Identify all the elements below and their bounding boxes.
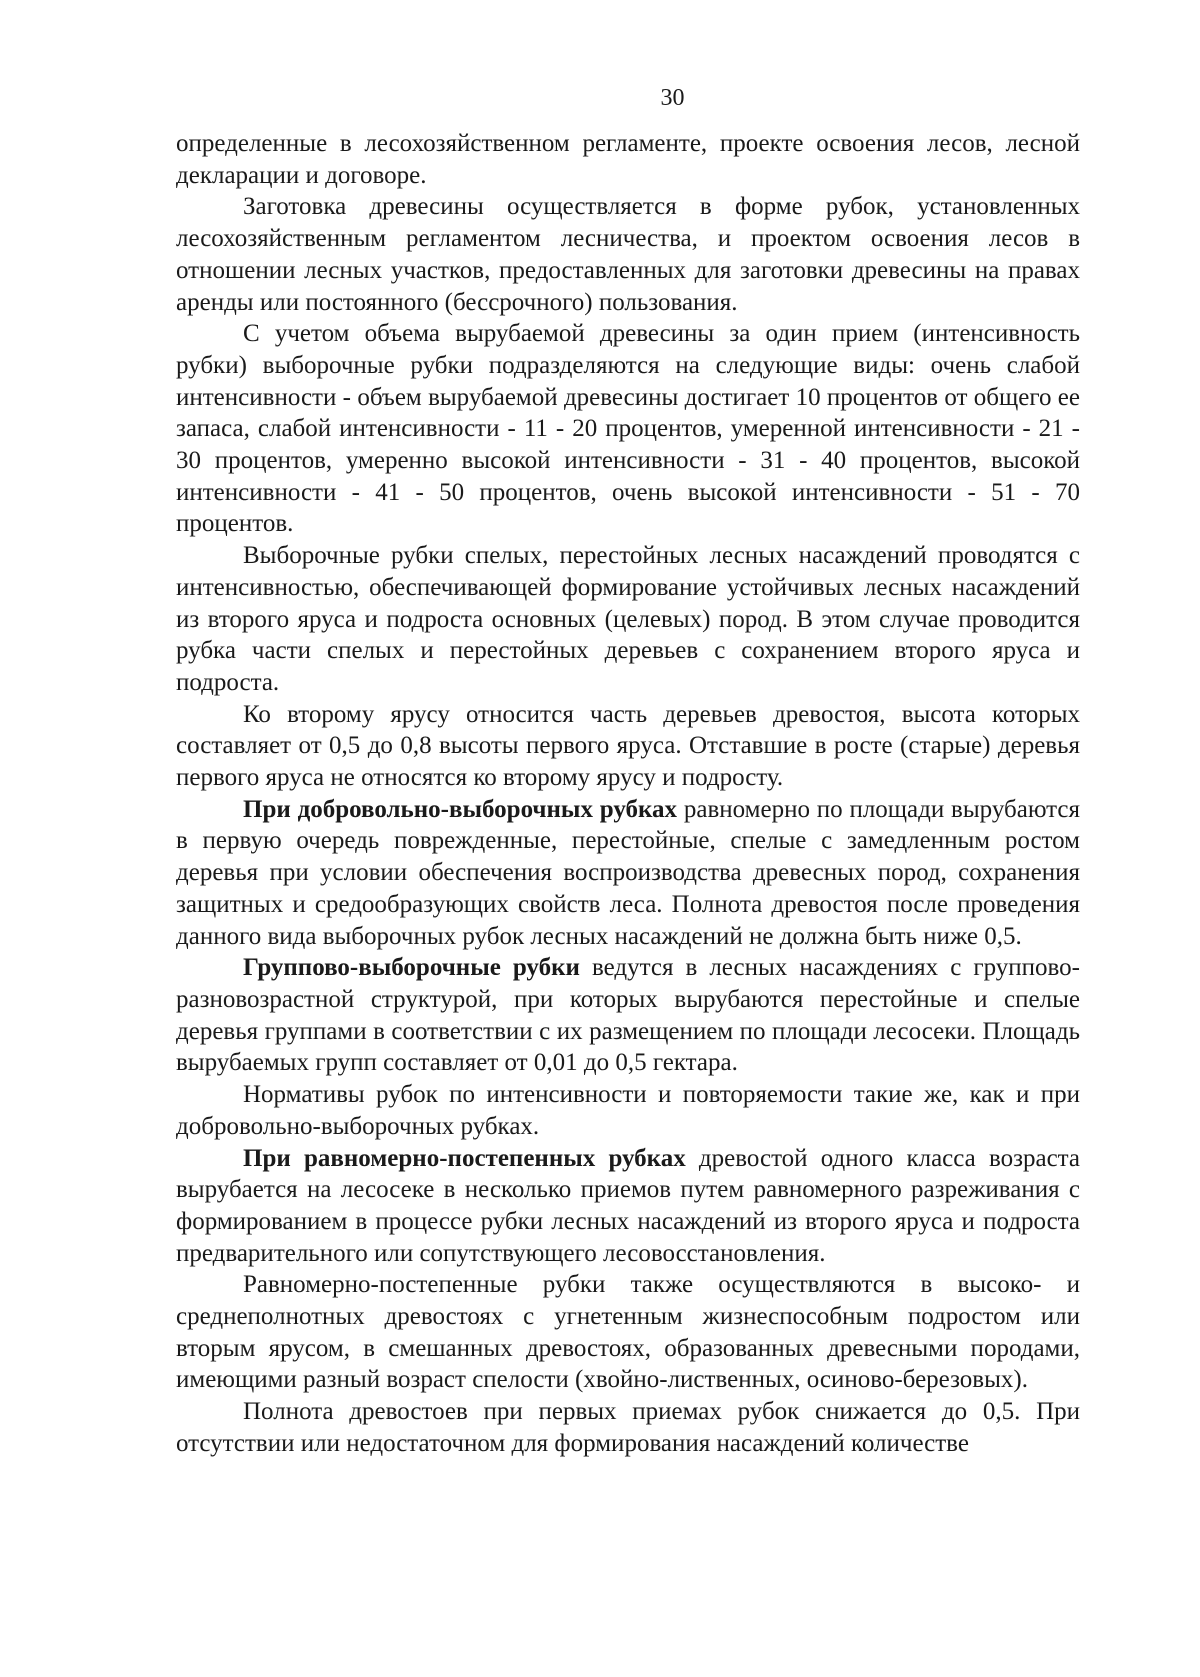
paragraph-text: ведутся в лесных насаждениях с группово-разновозрастной структурой, при которых вырубаются перестойные и спелые деревья группами в соответствии с их размещением по площади лесосеки. Площадь вырубаемых групп составляет от 0,01 до 0,5 гектара. <box>176 954 1080 1077</box>
paragraph-text: Равномерно-постепенные рубки также осуществляются в высоко- и среднеполнотных древостоях с угнетенным жизнеспособным подростом или вторым ярусом, в смешанных древостоях, образованных древесными породами, имеющими разный возраст спелости (хвойно-лиственных, осиново-березовых). <box>176 1271 1080 1394</box>
paragraph-bold-lead: Группово-выборочные рубки <box>243 954 580 982</box>
paragraph-bold-lead: При равномерно-постепенных рубках <box>243 1144 686 1172</box>
paragraph <box>176 699 1080 794</box>
paragraph-text: С учетом объема вырубаемой древесины за один прием (интенсивность рубки) выборочные рубки подразделяются на следующие виды: очень слабой интенсивности - объем вырубаемой древесины достигает 10 процентов от общего ее запаса, слабой интенсивности - 11 - 20 процентов, умеренной интенсивности - 21 - 30 процентов, умеренно высокой интенсивности - 31 - 40 процентов, высокой интенсивности - 41 - 50 процентов, очень высокой интенсивности - 51 - 70 процентов. <box>176 320 1080 538</box>
paragraph <box>176 1269 1080 1396</box>
paragraph-text: Выборочные рубки спелых, перестойных лесных насаждений проводятся с интенсивностью, обеспечивающей формирование устойчивых лесных насаждений из второго яруса и подроста основных (целевых) пород. В этом случае проводится рубка части спелых и перестойных деревьев с сохранением второго яруса и подроста. <box>176 542 1080 696</box>
paragraph <box>176 191 1080 318</box>
paragraph <box>176 952 1080 1079</box>
paragraph <box>176 794 1080 953</box>
paragraph <box>176 1396 1080 1459</box>
paragraph-text: Полнота древостоев при первых приемах рубок снижается до 0,5. При отсутствии или недостаточном для формирования насаждений количестве <box>176 1398 1080 1457</box>
paragraph-text: Заготовка древесины осуществляется в форме рубок, установленных лесохозяйственным регламентом лесничества, и проектом освоения лесов в отношении лесных участков, предоставленных для заготовки древесины на правах аренды или постоянного (бессрочного) пользования. <box>176 193 1080 316</box>
paragraph-text: равномерно по площади вырубаются в первую очередь поврежденные, перестойные, спелые с замедленным ростом деревья при условии обеспечения воспроизводства древесных пород, сохранения защитных и средообразующих свойств леса. Полнота древостоя после проведения данного вида выборочных рубок лесных насаждений не должна быть ниже 0,5. <box>176 795 1080 950</box>
paragraph <box>176 540 1080 699</box>
paragraph-bold-lead: При добровольно-выборочных рубках <box>243 795 678 823</box>
paragraph <box>176 1079 1080 1142</box>
paragraph <box>176 318 1080 540</box>
page-number: 30 <box>660 85 685 111</box>
paragraph-text: определенные в лесохозяйственном регламенте, проекте освоения лесов, лесной декларации и договоре. <box>176 130 1080 189</box>
paragraph-text: древостой одного класса возраста вырубается на лесосеке в несколько приемов путем равномерного разреживания с формированием в процессе рубки лесных насаждений из второго яруса и подроста предварительного или сопутствующего лесовосстановления. <box>176 1144 1080 1267</box>
paragraph <box>176 128 1080 191</box>
paragraph-text: Ко второму ярусу относится часть деревьев древостоя, высота которых составляет от 0,5 до 0,8 высоты первого яруса. Отставшие в росте (старые) деревья первого яруса не относятся ко второму ярусу и подросту. <box>176 700 1080 792</box>
paragraph-text: Нормативы рубок по интенсивности и повторяемости такие же, как и при добровольно-выборочных рубках. <box>176 1081 1080 1140</box>
paragraph <box>176 1143 1080 1270</box>
document-body <box>176 128 1080 1460</box>
